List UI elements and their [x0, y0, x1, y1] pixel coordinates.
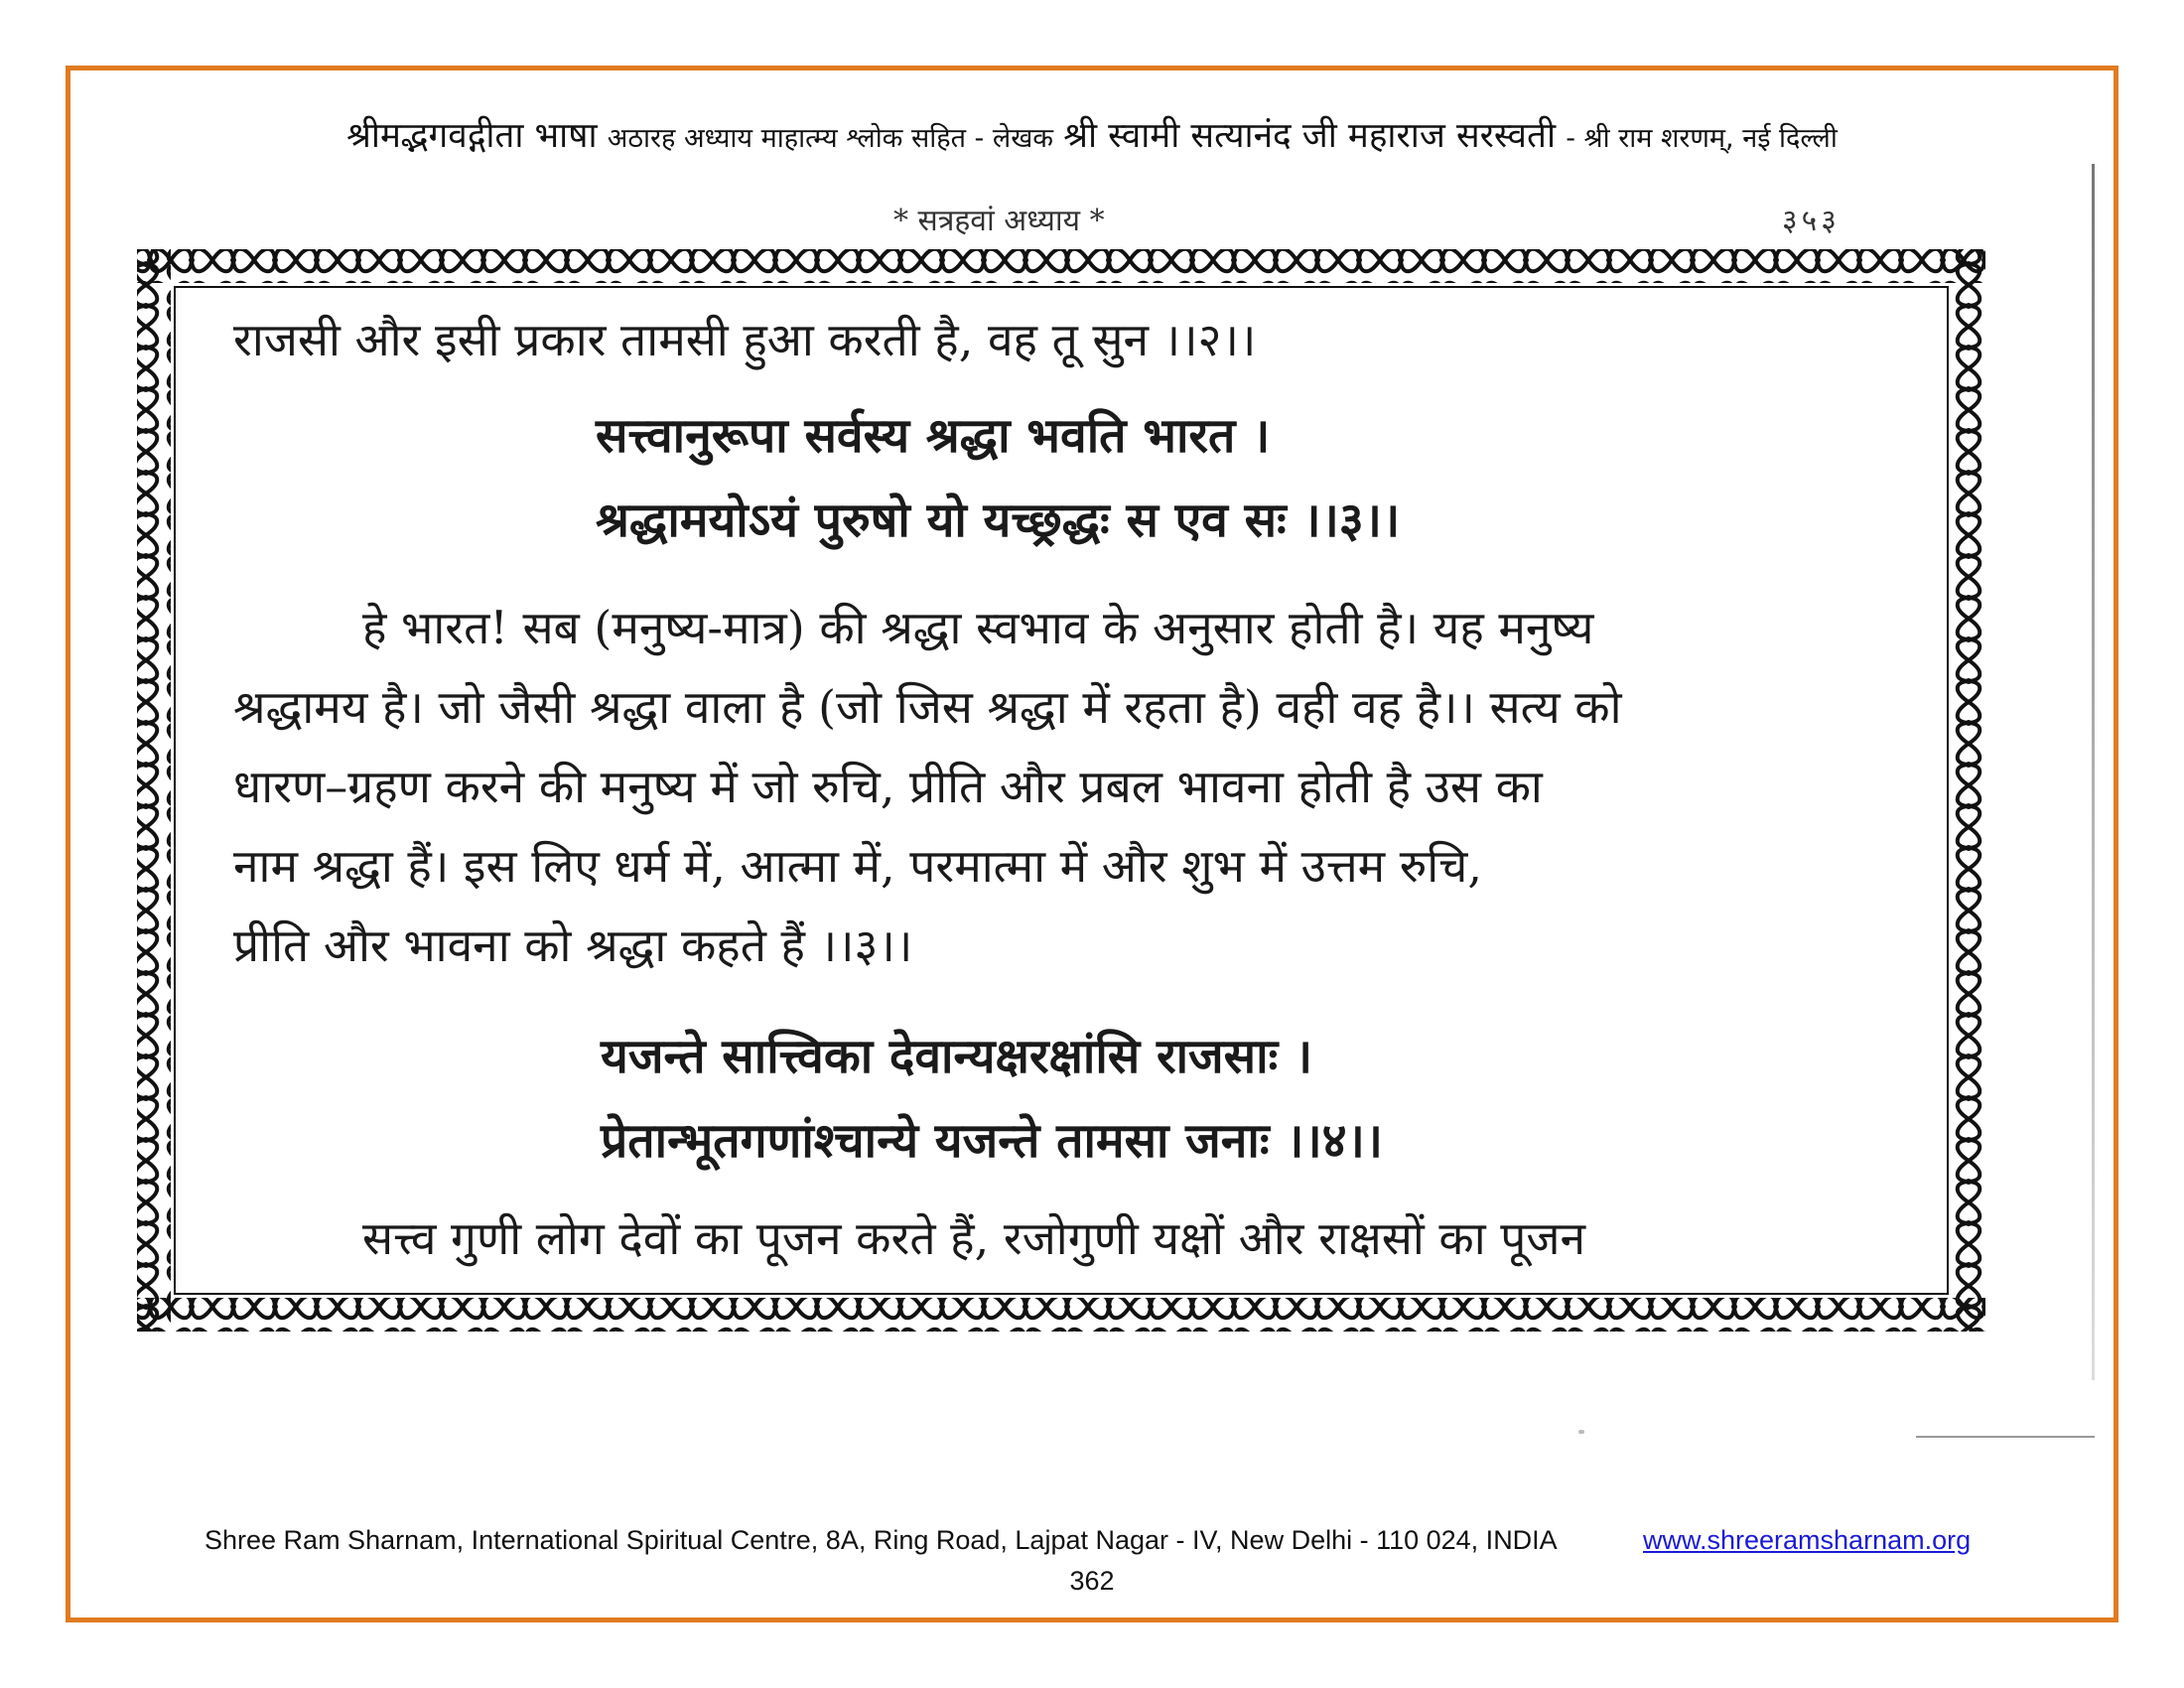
website-link[interactable]: www.shreeramsharnam.org [1643, 1525, 1972, 1555]
header-publisher: - श्री राम शरणम्, नई दिल्ली [1566, 123, 1838, 154]
prose-line: श्रद्धामय है। जो जैसी श्रद्धा वाला है (जो जिस श्रद्धा में रहता है) वही वह है।। सत्य को [233, 680, 1622, 734]
scan-speck [1578, 1430, 1584, 1434]
prose-line: प्रीति और भावना को श्रद्धा कहते हैं ।।३।। [233, 918, 913, 972]
header-author: श्री स्वामी सत्यानंद जी महाराज सरस्वती [1063, 116, 1557, 156]
prose-line: नाम श्रद्धा हैं। इस लिए धर्म में, आत्मा में, परमात्मा में और शुभ में उत्तम रुचि, [233, 839, 1482, 893]
prose-line: हे भारत! सब (मनुष्य-मात्र) की श्रद्धा स्वभाव के अनुसार होती है। यह मनुष्य [362, 601, 1594, 654]
printed-page-number: ३५३ [1782, 204, 1841, 238]
prose-line: राजसी और इसी प्रकार तामसी हुआ करती है, वह तू सुन ।।२।। [233, 313, 1257, 366]
verse-line: प्रेतान्भूतगणांश्चान्ये यजन्ते तामसा जनाः ।।४।। [601, 1113, 1383, 1169]
footer-address: Shree Ram Sharnam, International Spiritual Centre, 8A, Ring Road, Lajpat Nagar - IV, New Delhi - 110 024, INDIA [205, 1525, 1558, 1555]
header-title: श्रीमद्भगवद्गीता भाषा [346, 116, 598, 156]
verse-line: सत्त्वानुरूपा सर्वस्य श्रद्धा भवति भारत । [596, 408, 1271, 464]
footer-page-number: 362 [1069, 1566, 1115, 1596]
verse-line: श्रद्धामयोऽयं पुरुषो यो यच्छ्रद्धः स एव सः ।।३।। [596, 492, 1401, 548]
prose-line: सत्त्व गुणी लोग देवों का पूजन करते हैं, रजोगुणी यक्षों और राक्षसों का पूजन [362, 1211, 1586, 1265]
prose-line: धारण–ग्रहण करने की मनुष्य में जो रुचि, प्रीति और प्रबल भावना होती है उस का [233, 760, 1543, 813]
chapter-heading: * सत्रहवां अध्याय * [893, 204, 1105, 238]
header-subtitle: अठारह अध्याय माहात्म्य श्लोक सहित - लेखक [607, 123, 1054, 154]
scan-edge-line-bottom [1916, 1436, 2095, 1438]
scan-edge-line [2092, 164, 2095, 1380]
page-header [0, 111, 2184, 158]
verse-line: यजन्ते सात्त्विका देवान्यक्षरक्षांसि राजसाः । [601, 1029, 1313, 1084]
